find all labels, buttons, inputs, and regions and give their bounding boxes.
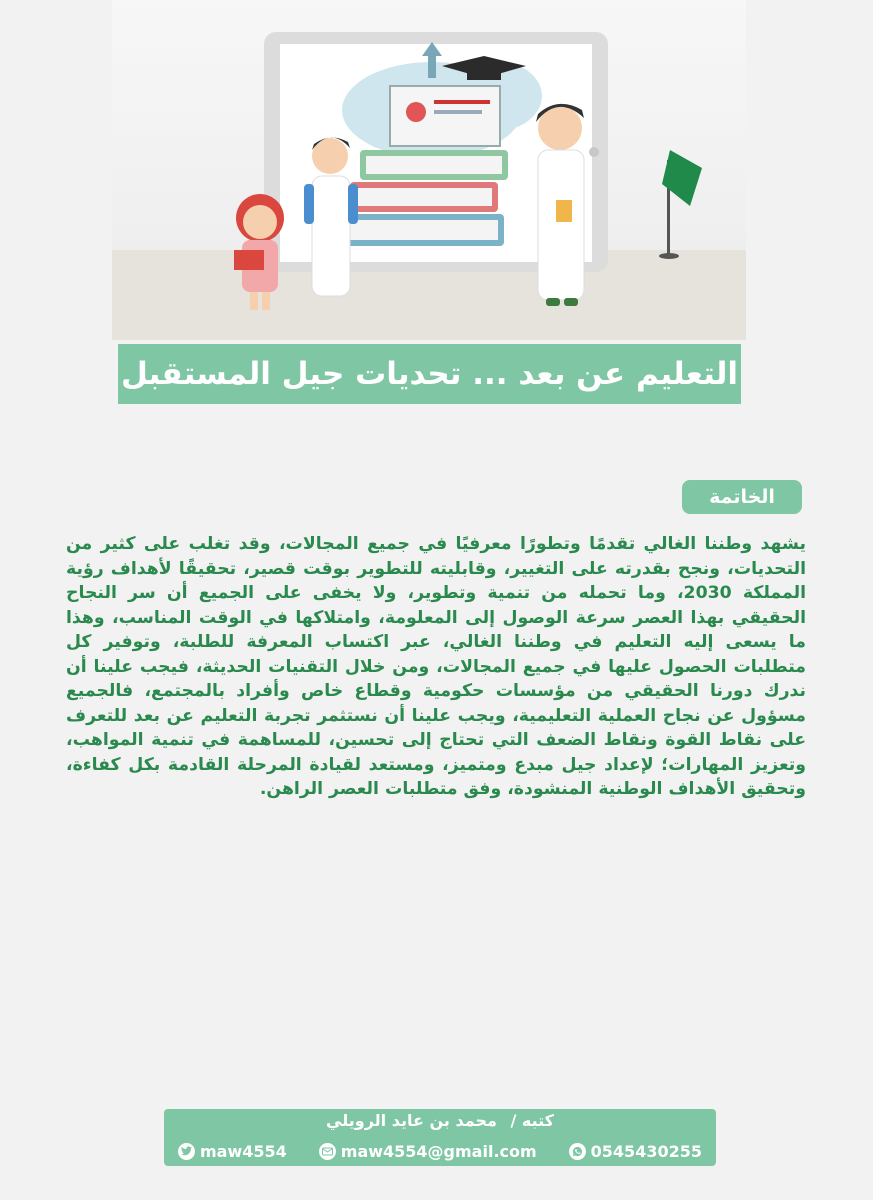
arrow-up-stem [428,56,436,78]
boy2-shoe [564,298,578,306]
body-paragraph: يشهد وطننا الغالي تقدمًا وتطورًا معرفيًا في جميع المجالات، وقد تغلب على كثير من التحديات، ونجح بقدرته على التغيير، وقابليته للتطوير بوقت قصير، تحقيقًا لأهداف رؤية المملكة 2030، وما تحمله من تنمية وتطوير، ولا يخفى على الجميع أن سر النجاح الحقيقي بهذا العصر سرعة الوصول إلى المعلومة، وامتلاكها في الوقت المناسب، وهذا ما يسعى إليه التعليم في وطننا الغالي، عبر اكتساب المعرفة للطلبة، وتوفير كل متطلبات الحصول عليها في جميع المجالات، ومن خلال التقنيات الحديثة، فيجب علينا أن ندرك دورنا الحقيقي من مؤسسات حكومية وقطاع خاص وأفراد بالمجتمع، فالجميع مسؤول عن نجاح العملية التعليمية، ويجب علينا أن نستثمر تجربة التعليم عن بعد للتعرف على نقاط القوة ونقاط الضعف التي تحتاج إلى تحسين، للمساهمة في تنمية المواهب، وتعزيز المهارات؛ لإعداد جيل مبدع ومتميز، ومستعد لقيادة المرحلة القادمة بكل كفاءة، وتحقيق الأهداف الوطنية المنشودة، وفق متطلبات العصر الراهن. [66,534,806,799]
boy-backpack [348,184,358,224]
email-icon [319,1143,336,1160]
boy2-thobe [538,150,584,300]
contact-row [178,1139,702,1163]
book-pages [350,220,498,240]
footer-card [164,1109,716,1166]
hero-illustration [112,0,746,340]
email-contact[interactable] [319,1142,537,1161]
boy2-book [556,200,572,222]
girl-leg [262,292,270,310]
flag-base [659,253,679,259]
twitter-handle: maw4554 [200,1141,287,1161]
laptop-screen [390,86,500,146]
boy-backpack [304,184,314,224]
author-line [164,1111,716,1130]
girl-leg [250,292,258,310]
tablet-button [589,147,599,157]
phone-contact[interactable] [569,1142,702,1161]
email-address: maw4554@gmail.com [340,1141,537,1161]
graduation-cap-base [467,68,501,80]
boy2-shoe [546,298,560,306]
section-badge: الخاتمة [682,480,802,514]
author-name: محمد بن عايد الرويلي [326,1111,497,1130]
boy-thobe [312,176,350,296]
twitter-contact[interactable] [178,1142,287,1161]
page-title: التعليم عن بعد ... تحديات جيل المستقبل [120,356,739,392]
girl-book [234,250,264,270]
hero-scene [112,0,746,340]
title-banner [118,344,741,404]
pie-chart-icon [406,102,426,122]
book-pages [356,188,492,206]
girl-face [243,205,277,239]
author-prefix: كتبه / [510,1111,554,1130]
book-pages [366,156,502,174]
whatsapp-icon [569,1143,586,1160]
laptop-line [434,100,490,104]
twitter-icon [178,1143,195,1160]
laptop-line [434,110,482,114]
phone-number: 0545430255 [590,1141,702,1161]
